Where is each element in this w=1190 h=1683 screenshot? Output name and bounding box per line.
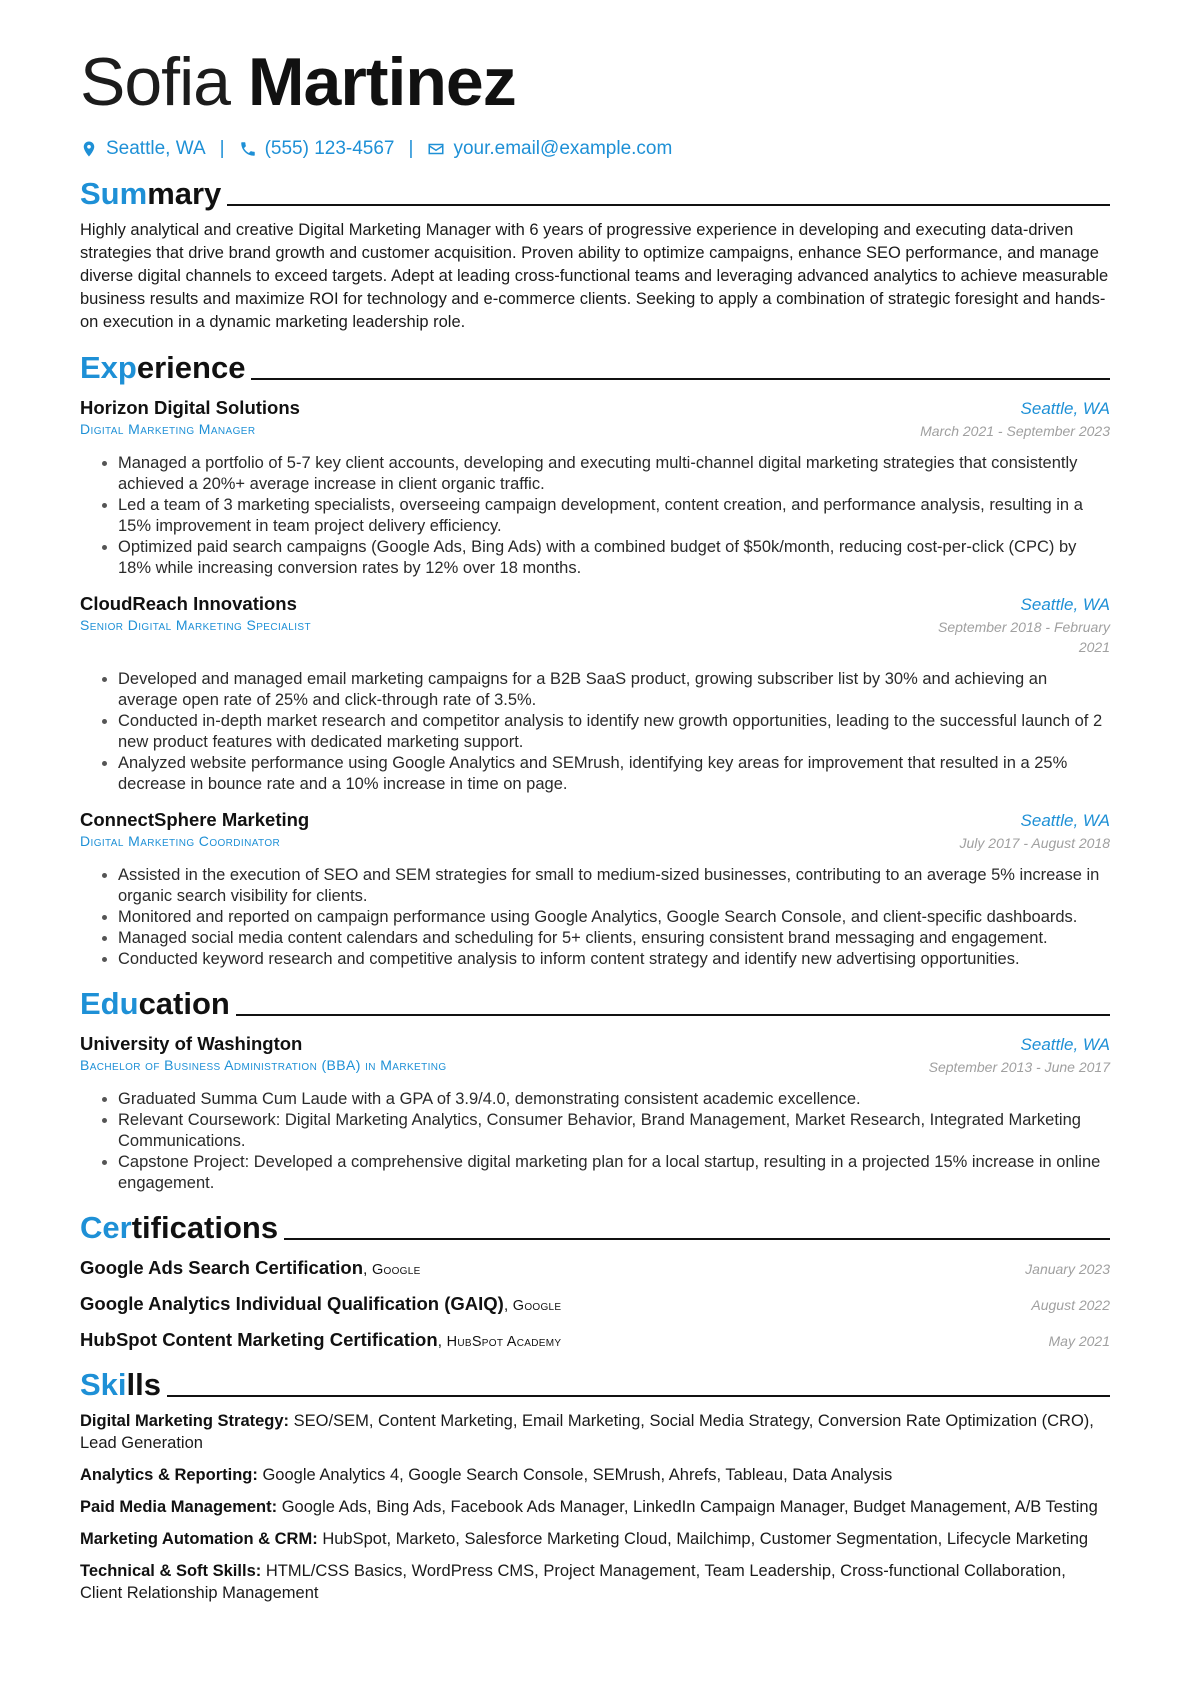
title-accent: Ski — [80, 1367, 127, 1402]
section-title — [80, 352, 245, 383]
education-entry — [80, 1033, 1110, 1194]
skill-line — [80, 1560, 1110, 1604]
first-name: Sofia — [80, 44, 230, 120]
job-title: Digital Marketing Manager — [80, 421, 256, 437]
job-entry — [80, 397, 1110, 579]
bullet-item: • Capstone Project: Developed a comprehensive digital marketing plan for a local startup, resulting in a projected 15% increase in online engagement. — [118, 1152, 1110, 1194]
title-rest: cation — [138, 986, 230, 1021]
skill-values: HTML/CSS Basics, WordPress CMS, Project Management, Team Leadership, Cross-functional Collaboration, Client Relationship Management — [80, 1562, 1066, 1602]
skill-values: SEO/SEM, Content Marketing, Email Marketing, Social Media Strategy, Conversion Rate Optimization (CRO), Lead Generation — [80, 1412, 1094, 1452]
skill-line — [80, 1496, 1110, 1518]
section-rule — [167, 1395, 1110, 1397]
location-item — [80, 138, 206, 160]
education-dates: September 2013 - June 2017 — [928, 1059, 1110, 1075]
company-name: Horizon Digital Solutions — [80, 397, 300, 418]
company-name: ConnectSphere Marketing — [80, 809, 310, 830]
skill-values: Google Ads, Bing Ads, Facebook Ads Manager, LinkedIn Campaign Manager, Budget Management, A/B Testing — [281, 1498, 1098, 1516]
skill-category: Marketing Automation & CRM: — [80, 1530, 318, 1548]
education-bullets — [80, 1089, 1110, 1194]
bullet-item: • Conducted keyword research and competitive analysis to inform content strategy and identify new advertising opportunities. — [118, 949, 1110, 970]
certification-item: HubSpot Content Marketing Certification, HubSpot Academy May 2021 — [80, 1329, 1110, 1350]
job-dates: March 2021 - September 2023 — [920, 423, 1110, 439]
last-name: Martinez — [247, 44, 516, 120]
section-title — [80, 178, 221, 209]
job-bullets — [80, 865, 1110, 970]
title-rest: lls — [126, 1367, 161, 1402]
bullet-item: • Led a team of 3 marketing specialists, overseeing campaign development, content creation, and performance analysis, resulting in a 15% improvement in team project delivery efficiency. — [118, 495, 1110, 537]
degree: Bachelor of Business Administration (BBA) in Marketing — [80, 1057, 447, 1073]
cert-date: August 2022 — [1031, 1297, 1110, 1313]
job-title: Senior Digital Marketing Specialist — [80, 617, 311, 633]
title-accent: Edu — [80, 986, 139, 1021]
school-name: University of Washington — [80, 1033, 303, 1054]
cert-issuer: Google — [512, 1298, 562, 1314]
envelope-icon — [427, 140, 445, 158]
certifications-heading — [80, 1212, 1110, 1243]
title-rest: tifications — [131, 1210, 279, 1245]
cert-issuer: Google — [371, 1262, 421, 1278]
school-location: Seattle, WA — [1020, 1035, 1110, 1054]
title-accent: Sum — [80, 176, 148, 211]
certification-item: Google Ads Search Certification, Google January 2023 — [80, 1257, 1110, 1278]
skill-category: Digital Marketing Strategy: — [80, 1412, 290, 1430]
skills-heading — [80, 1369, 1110, 1400]
section-title — [80, 1369, 161, 1400]
separator: | — [219, 138, 225, 159]
title-accent: Exp — [80, 350, 137, 385]
skill-line — [80, 1410, 1110, 1454]
title-rest: mary — [147, 176, 222, 211]
skill-values: Google Analytics 4, Google Search Console, SEMrush, Ahrefs, Tableau, Data Analysis — [262, 1466, 893, 1484]
section-title — [80, 988, 230, 1019]
phone-text[interactable]: (555) 123-4567 — [264, 138, 395, 159]
cert-date: May 2021 — [1048, 1333, 1110, 1349]
cert-name: HubSpot Content Marketing Certification — [80, 1329, 438, 1350]
bullet-item: • Optimized paid search campaigns (Google Ads, Bing Ads) with a combined budget of $50k/month, reducing cost-per-click (CPC) by 18% while increasing conversion rates by 12% over 18 months. — [118, 537, 1110, 579]
company-name: CloudReach Innovations — [80, 593, 297, 614]
certification-item: Google Analytics Individual Qualification (GAIQ), Google August 2022 — [80, 1293, 1110, 1314]
bullet-item: • Conducted in-depth market research and competitor analysis to identify new growth opportunities, leading to the successful launch of 2 new product features with dedicated marketing support. — [118, 711, 1110, 753]
job-dates: September 2018 - February 2021 — [938, 619, 1110, 655]
experience-heading — [80, 352, 1110, 383]
job-location: Seattle, WA — [1020, 595, 1110, 614]
bullet-item: • Relevant Coursework: Digital Marketing Analytics, Consumer Behavior, Brand Management, Market Research, Integrated Marketing Communications. — [118, 1110, 1110, 1152]
job-title: Digital Marketing Coordinator — [80, 833, 281, 849]
contact-line — [80, 138, 1110, 160]
bullet-item: • Analyzed website performance using Google Analytics and SEMrush, identifying key areas for improvement that resulted in a 25% decrease in bounce rate and a 10% increase in time on page. — [118, 753, 1110, 795]
email-item[interactable] — [427, 138, 672, 160]
section-title — [80, 1212, 278, 1243]
skill-category: Paid Media Management: — [80, 1498, 278, 1516]
phone-icon — [239, 140, 257, 158]
job-entry — [80, 593, 1110, 795]
cert-date: January 2023 — [1025, 1261, 1110, 1277]
bullet-item: • Managed a portfolio of 5-7 key client accounts, developing and executing multi-channel digital marketing strategies that consistently achieved a 20%+ average increase in client organic traffic. — [118, 453, 1110, 495]
summary-text: Highly analytical and creative Digital Marketing Manager with 6 years of progressive experience in developing and executing data-driven strategies that drive brand growth and customer acquisition. Proven ability to optimize campaigns, enhance SEO performance, and manage diverse digital channels to exceed targets. Adept at leading cross-functional teams and leveraging advanced analytics to achieve measurable business results and maximize ROI for technology and e-commerce clients. Seeking to apply a combination of strategic foresight and hands-on execution in a dynamic marketing leadership role. — [80, 221, 1109, 331]
skill-line — [80, 1528, 1110, 1550]
summary-heading — [80, 178, 1110, 209]
title-accent: Cer — [80, 1210, 132, 1245]
map-pin-icon — [80, 140, 98, 158]
cert-issuer: HubSpot Academy — [446, 1334, 562, 1350]
skill-line — [80, 1464, 1110, 1486]
section-rule — [284, 1238, 1110, 1240]
job-bullets — [80, 453, 1110, 579]
candidate-name — [80, 44, 1110, 120]
job-location: Seattle, WA — [1020, 811, 1110, 830]
bullet-item: • Developed and managed email marketing campaigns for a B2B SaaS product, growing subscriber list by 30% and achieving an average open rate of 25% and click-through rate of 3.5%. — [118, 669, 1110, 711]
education-heading — [80, 988, 1110, 1019]
separator: | — [408, 138, 414, 159]
bullet-item: • Managed social media content calendars and scheduling for 5+ clients, ensuring consistent brand messaging and engagement. — [118, 928, 1110, 949]
section-rule — [251, 378, 1110, 380]
skill-category: Analytics & Reporting: — [80, 1466, 258, 1484]
skill-values: HubSpot, Marketo, Salesforce Marketing Cloud, Mailchimp, Customer Segmentation, Lifecycle Marketing — [322, 1530, 1089, 1548]
bullet-item: • Assisted in the execution of SEO and SEM strategies for small to medium-sized businesses, contributing to an average 5% increase in organic search visibility for clients. — [118, 865, 1110, 907]
section-rule — [236, 1014, 1110, 1016]
title-rest: erience — [136, 350, 246, 385]
cert-name: Google Ads Search Certification — [80, 1257, 364, 1278]
email-link[interactable]: your.email@example.com — [453, 138, 673, 159]
job-bullets — [80, 669, 1110, 795]
section-rule — [227, 204, 1110, 206]
job-dates: July 2017 - August 2018 — [959, 835, 1110, 851]
bullet-item: • Monitored and reported on campaign performance using Google Analytics, Google Search Console, and client-specific dashboards. — [118, 907, 1110, 928]
bullet-item: • Graduated Summa Cum Laude with a GPA of 3.9/4.0, demonstrating consistent academic excellence. — [118, 1089, 1110, 1110]
job-location: Seattle, WA — [1020, 399, 1110, 418]
location-text: Seattle, WA — [106, 138, 206, 159]
phone-item[interactable] — [239, 138, 395, 160]
job-entry — [80, 809, 1110, 970]
skill-category: Technical & Soft Skills: — [80, 1562, 262, 1580]
cert-name: Google Analytics Individual Qualification (GAIQ) — [80, 1293, 504, 1314]
